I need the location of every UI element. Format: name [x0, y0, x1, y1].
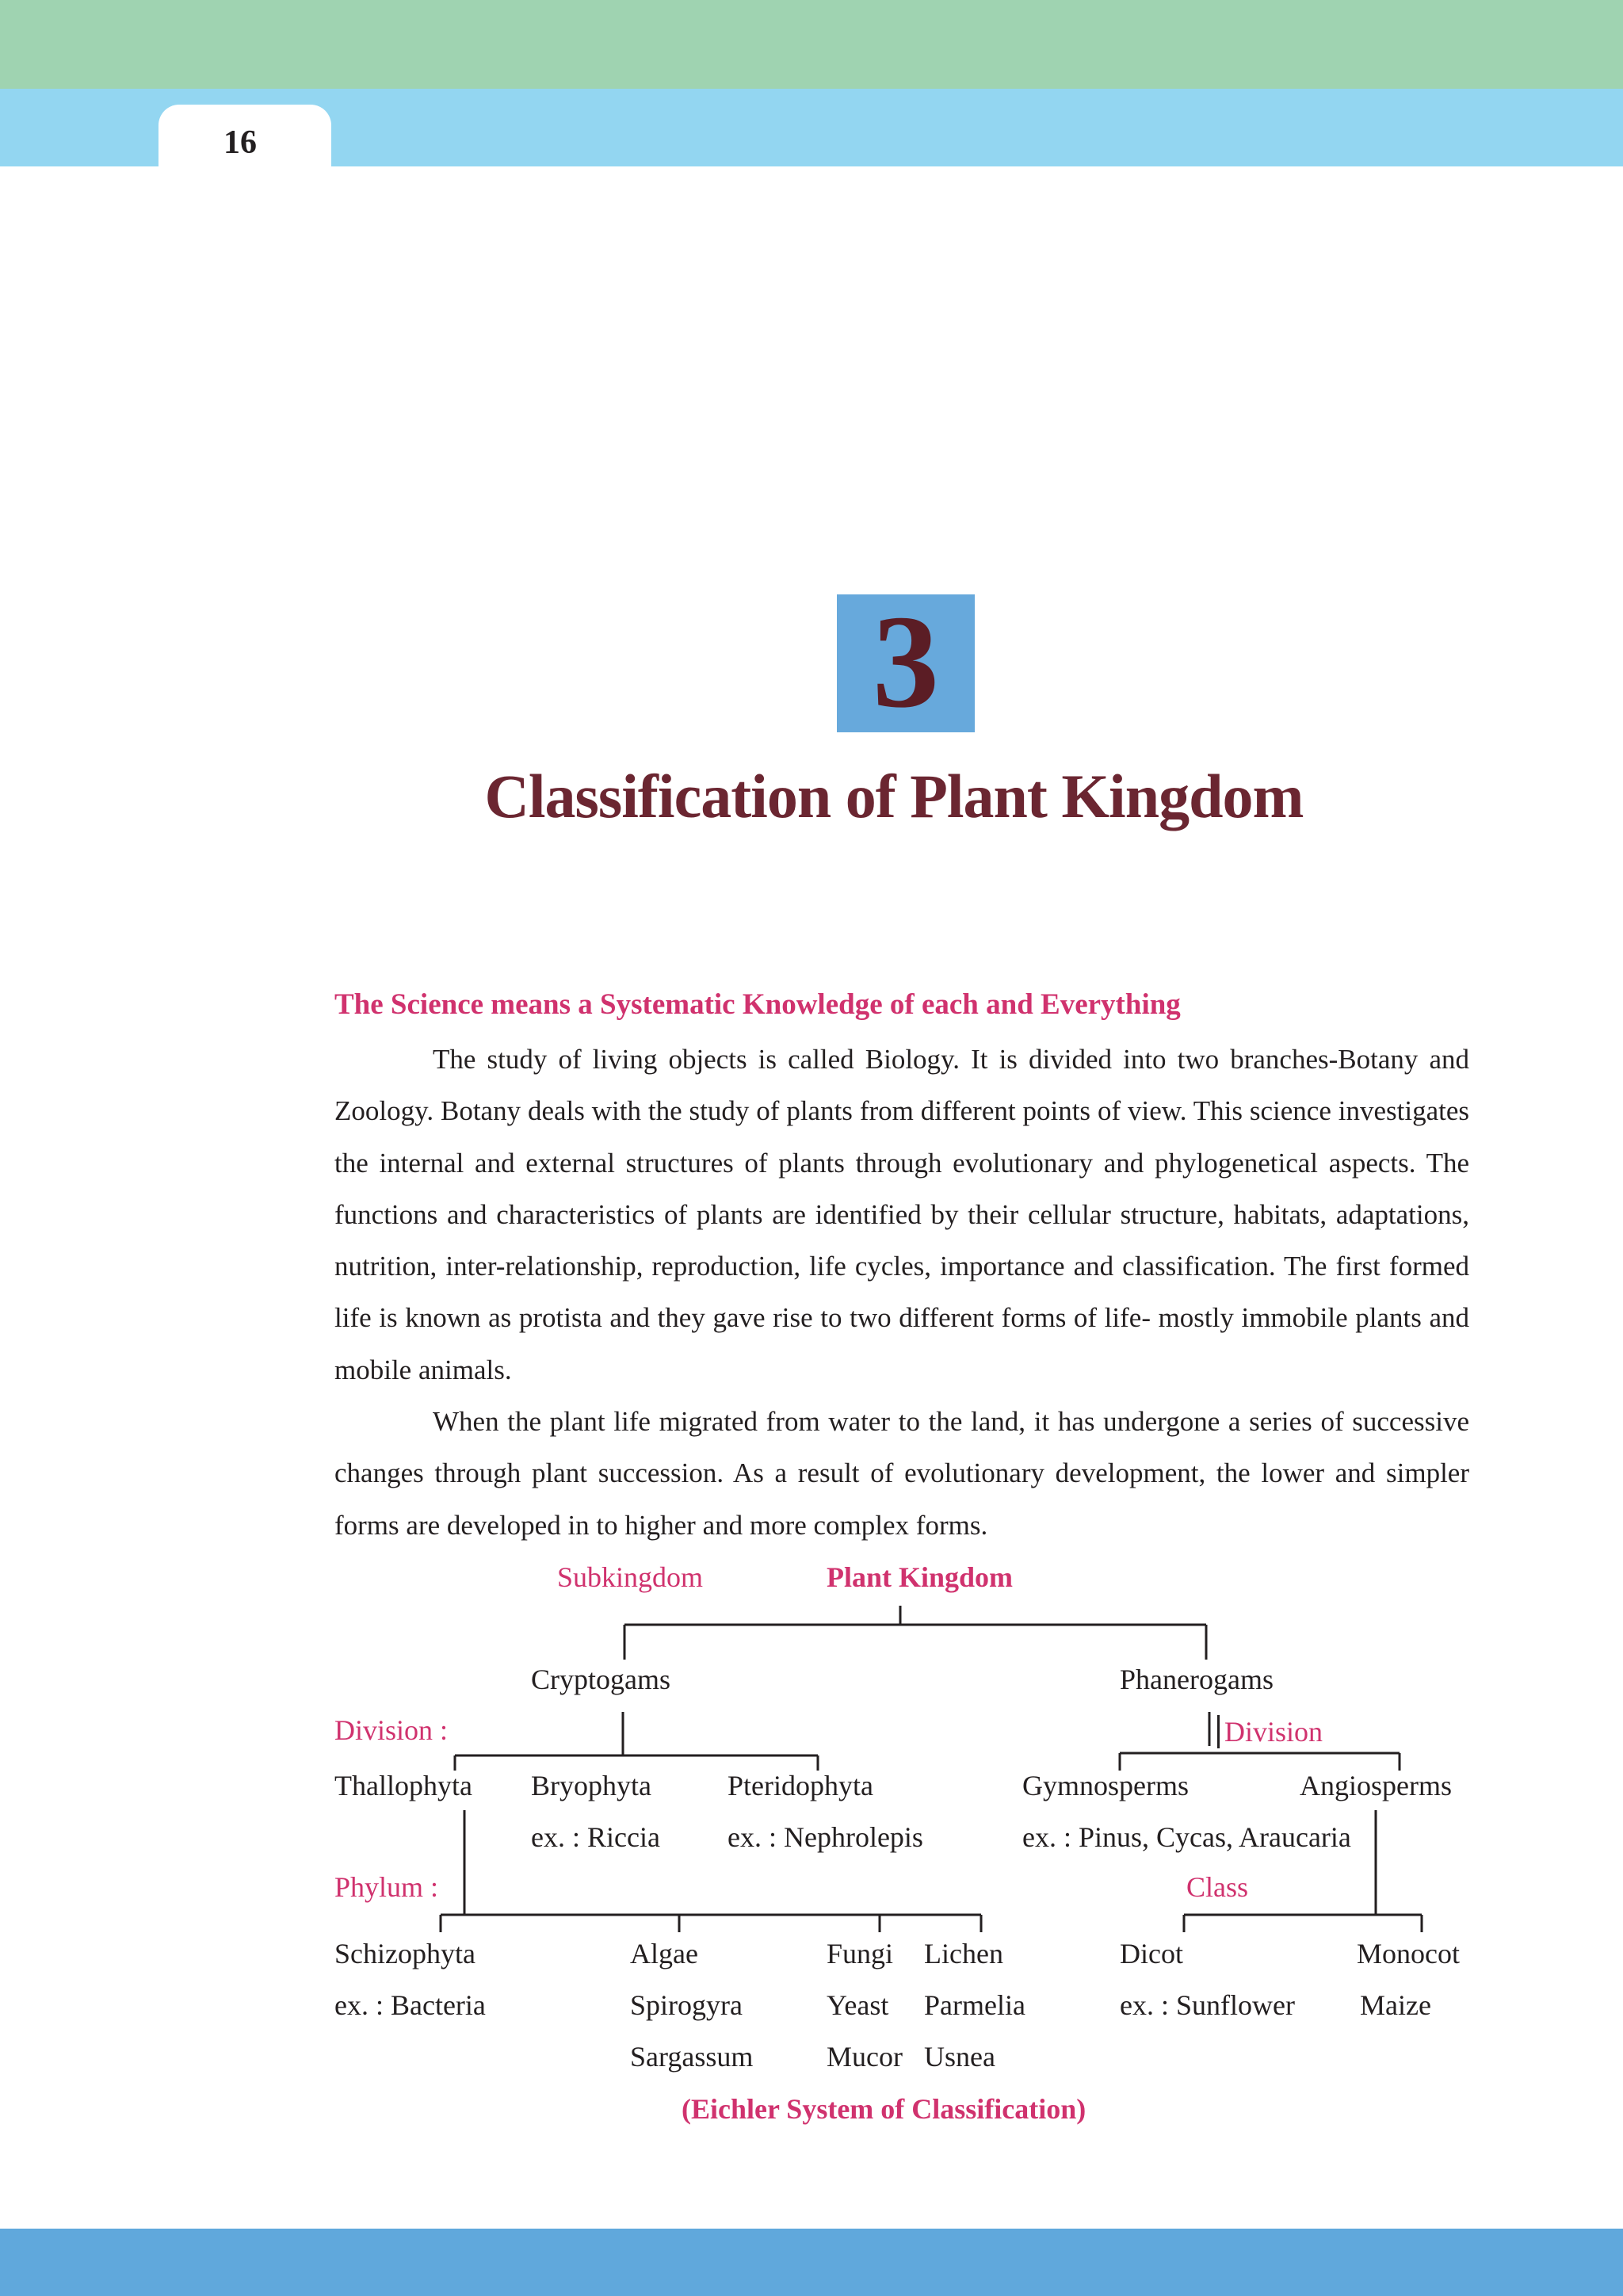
example-lichen-2: Usnea [924, 2041, 995, 2073]
label-phylum: Phylum : [334, 1871, 439, 1903]
label-division-right: Division [1217, 1715, 1323, 1748]
node-fungi: Fungi [827, 1938, 894, 1969]
chapter-title: Classification of Plant Kingdom [484, 762, 1304, 831]
node-phanerogams: Phanerogams [1120, 1664, 1274, 1695]
example-pteridophyta: ex. : Nephrolepis [727, 1821, 923, 1853]
node-bryophyta: Bryophyta [531, 1770, 651, 1801]
example-algae-1: Spirogyra [630, 1989, 743, 2021]
paragraph-2: When the plant life migrated from water to the land, it has undergone a series of successive changes through plant succession. As a result of evolutionary development, the lower and simpler forms are developed in to higher and more complex forms. [334, 1406, 1469, 1541]
node-gymnosperms: Gymnosperms [1022, 1770, 1189, 1801]
example-schizophyta: ex. : Bacteria [334, 1989, 486, 2021]
page-number: 16 [223, 124, 257, 161]
node-plant-kingdom: Plant Kingdom [827, 1561, 1014, 1593]
footer-band [0, 2229, 1623, 2296]
header-band-green [0, 0, 1623, 89]
node-cryptogams: Cryptogams [531, 1664, 670, 1695]
node-lichen: Lichen [924, 1938, 1003, 1969]
paragraph-1: The study of living objects is called Biology. It is divided into two branches-Botany and Zoology. Botany deals with the study of plants from different points of view. This science investigates the internal and external structures of plants through evolutionary and phylogenetical aspects. The functions and characteristics of plants are identified by their cellular structure, habitats, adaptations, nutrition, inter-relationship, reproduction, life cycles, importance and classification. The first formed life is known as protista and they gave rise to two different forms of life- mostly immobile plants and mobile animals. [334, 1044, 1469, 1385]
label-subkingdom: Subkingdom [557, 1561, 704, 1593]
example-algae-2: Sargassum [630, 2041, 754, 2073]
node-algae: Algae [630, 1938, 698, 1969]
example-dicot: ex. : Sunflower [1120, 1989, 1295, 2021]
node-pteridophyta: Pteridophyta [727, 1770, 873, 1801]
chapter-number: 3 [837, 594, 975, 732]
example-gymnosperms: ex. : Pinus, Cycas, Araucaria [1022, 1821, 1351, 1853]
node-thallophyta: Thallophyta [334, 1770, 472, 1801]
label-division-left: Division : [334, 1714, 449, 1746]
example-lichen-1: Parmelia [924, 1989, 1025, 2021]
node-dicot: Dicot [1120, 1938, 1183, 1969]
example-bryophyta: ex. : Riccia [531, 1821, 660, 1853]
example-fungi-2: Mucor [827, 2041, 903, 2073]
example-monocot: Maize [1360, 1989, 1431, 2021]
example-fungi-1: Yeast [827, 1989, 889, 2021]
node-schizophyta: Schizophyta [334, 1938, 475, 1969]
node-angiosperms: Angiosperms [1300, 1770, 1452, 1801]
diagram-caption: (Eichler System of Classification) [682, 2093, 1086, 2125]
label-class: Class [1186, 1871, 1249, 1903]
section-heading: The Science means a Systematic Knowledge of each and Everything [334, 988, 1181, 1021]
node-monocot: Monocot [1357, 1938, 1460, 1969]
